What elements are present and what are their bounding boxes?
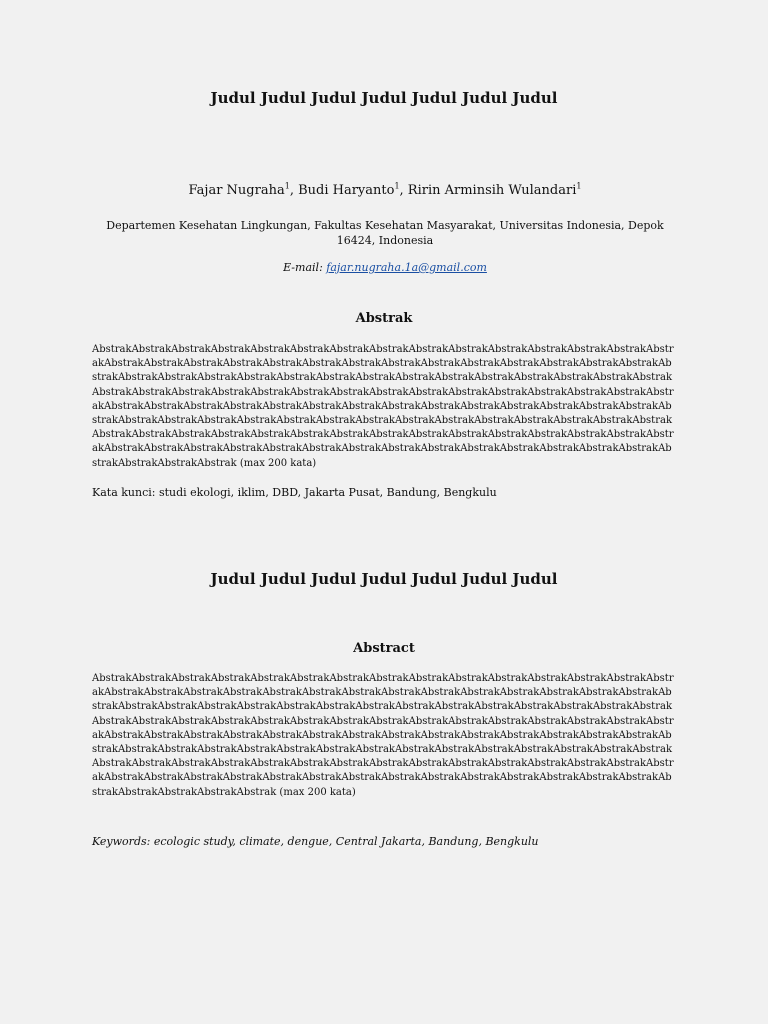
email-label: E-mail xyxy=(283,261,320,274)
abstract-heading: Abstract xyxy=(353,641,415,656)
author-list xyxy=(90,182,680,198)
author-1: Fajar Nugraha$^1$, xyxy=(188,182,299,199)
abstract-body: AbstrakAbstrakAbstrakAbstrakAbstrakAbstrakAbstrakAbstrakAbstrakAbstrakAbstrakAbstrakAbstrakAbstrakAbstrakAbstrakAbstrakAbstrakAbstrakAbstrakAbstrakAbstrakAbstrakAbstrakAbstrakAbstrakAbstrakAbstrakAbstrakAbstrakAbstrakAbstrakAbstrakAbstrakAbstrakAbstrakAbstrakAbstrakAbstrakAbstrakAbstrakAbstrakAbstrakAbstrakAbstrakAbstrakAbstrakAbstrakAbstrakAbstrakAbstrakAbstrakAbstrakAbstrakAbstrakAbstrakAbstrakAbstrakAbstrakAbstrakAbstrakAbstrakAbstrakAbstrakAbstrakAbstrakAbstrakAbstrakAbstrakAbstrakAbstrakAbstrakAbstrakAbstrakAbstrakAbstrakAbstrakAbstrakAbstrakAbstrakAbstrakAbstrakAbstrakAbstrakAbstrakAbstrakAbstrakAbstrakAbstrakAbstrakAbstrakAbstrakAbstrakAbstrakAbstrakAbstrakAbstrakAbstrakAbstrakAbstrakAbstrakAbstrakAbstrakAbstrakAbstrakAbstrakAbstrakAbstrakAbstrakAbstrakAbstrakAbstrakAbstrakAbstrakAbstrakAbstrakAbstrakAbstrakAbstrakAbstrakAbstrakAbstrak (max 200 kata) xyxy=(92,673,674,798)
paper-title-id: Judul Judul Judul Judul Judul Judul Judul xyxy=(210,89,558,107)
paper-title-en: Judul Judul Judul Judul Judul Judul Judul xyxy=(210,570,558,588)
affiliation: Departemen Kesehatan Lingkungan, Fakultas Kesehatan Masyarakat, Universitas Indonesia, Depok 16424, Indonesia xyxy=(106,219,664,247)
abstrak-body: AbstrakAbstrakAbstrakAbstrakAbstrakAbstrakAbstrakAbstrakAbstrakAbstrakAbstrakAbstrakAbstrakAbstrakAbstrakAbstrakAbstrakAbstrakAbstrakAbstrakAbstrakAbstrakAbstrakAbstrakAbstrakAbstrakAbstrakAbstrakAbstrakAbstrakAbstrakAbstrakAbstrakAbstrakAbstrakAbstrakAbstrakAbstrakAbstrakAbstrakAbstrakAbstrakAbstrakAbstrakAbstrakAbstrakAbstrakAbstrakAbstrakAbstrakAbstrakAbstrakAbstrakAbstrakAbstrakAbstrakAbstrakAbstrakAbstrakAbstrakAbstrakAbstrakAbstrakAbstrakAbstrakAbstrakAbstrakAbstrakAbstrakAbstrakAbstrakAbstrakAbstrakAbstrakAbstrakAbstrakAbstrakAbstrakAbstrakAbstrakAbstrakAbstrakAbstrakAbstrakAbstrakAbstrakAbstrakAbstrakAbstrakAbstrakAbstrakAbstrakAbstrakAbstrakAbstrakAbstrakAbstrakAbstrakAbstrakAbstrakAbstrakAbstrakAbstrakAbstrakAbstrakAbstrakAbstrakAbstrakAbstrakAbstrakAbstrakAbstrakAbstrakAbstrakAbstrakAbstrakAbstrakAbstrakAbstrakAbstrakAbstrak (max 200 kata) xyxy=(92,344,674,469)
keywords: Keywords: ecologic study, climate, dengue, Central Jakarta, Bandung, Bengkulu xyxy=(92,835,539,848)
email-line: E-mail: fajar.nugraha.1a@gmail.com xyxy=(283,261,487,274)
kata-kunci: Kata kunci: studi ekologi, iklim, DBD, Jakarta Pusat, Bandung, Bengkulu xyxy=(92,486,497,499)
author-3: Ririn Arminsih Wulandari$^1$ xyxy=(407,182,582,199)
abstrak-heading: Abstrak xyxy=(355,311,413,326)
author-2: Budi Haryanto$^1$, xyxy=(298,182,408,199)
email-link[interactable]: fajar.nugraha.1a@gmail.com xyxy=(326,261,487,274)
